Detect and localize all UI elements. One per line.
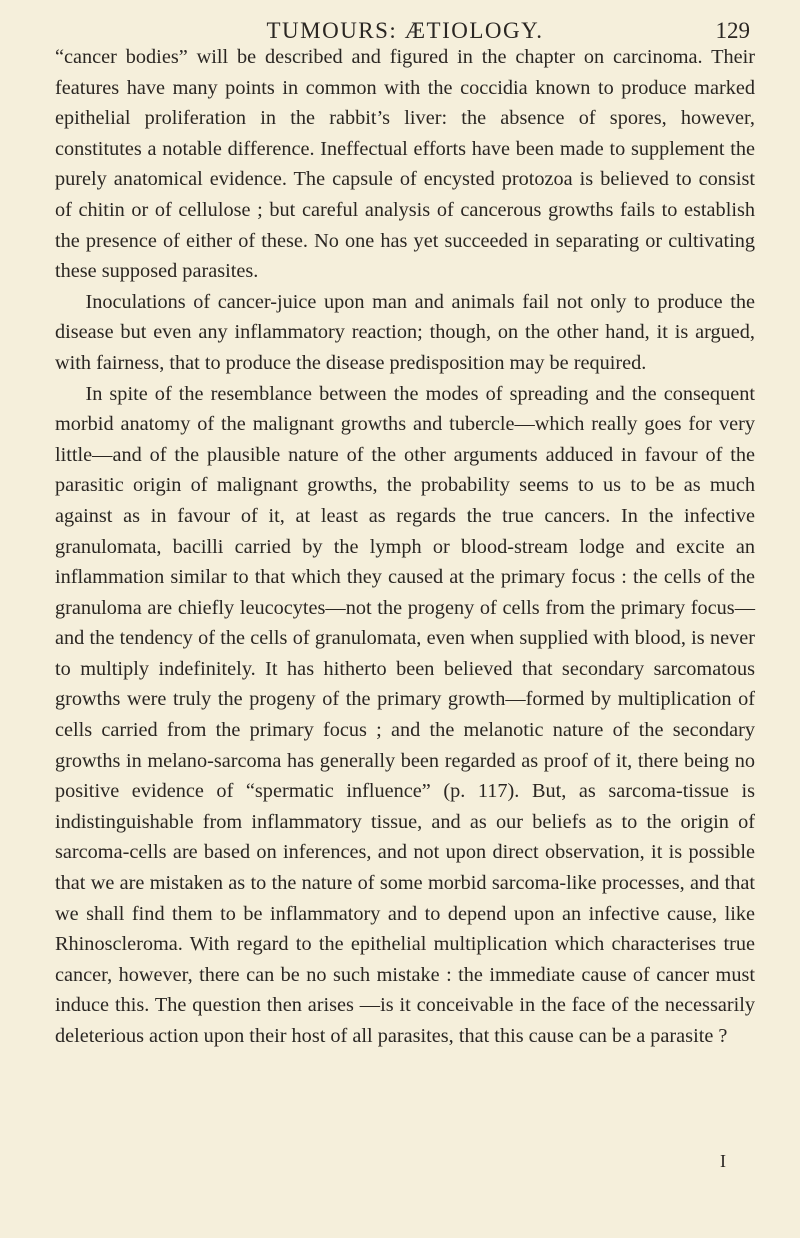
paragraph-resemblance: In spite of the resemblance between the modes of spreading and the consequent morbid anatomy of the malignant growths and tubercle—which really goes for very little—and of the plausible nature of the other arguments adduced in favour of the parasitic origin of malignant growths, the probability seems to us to be as much against as in favour of it, at least as regards the true cancers. In the infective granulomata, bacilli carried by the lymph or blood-stream lodge and excite an inflammation similar to that which they caused at the primary focus : the cells of the granuloma are chiefly leucocytes—not the progeny of cells from the primary focus—and the tendency of the cells of granulomata, even when supplied with blood, is never to multiply indefinitely. It has hitherto been believed that secondary sarcomatous growths were truly the progeny of the primary growth—formed by multiplication of cells carried from the primary focus ; and the melanotic nature of the secondary growths in melano-sarcoma has generally been regarded as proof of it, there being no positive evidence of “spermatic influence” (p. 117). But, as sarcoma-tissue is indistinguishable from inflammatory tissue, and as our beliefs as to the origin of sarcoma-cells are based on inferences, and not upon direct observation, it is possible that we are mistaken as to the nature of some morbid sarcoma-like processes, and that we shall find them to be inflammatory and to depend upon an infective cause, like Rhinoscleroma. With regard to the epithelial multiplication which characterises true cancer, however, there can be no such mistake : the immediate cause of cancer must induce this. The question then arises —is it conceivable in the face of the necessarily deleterious action upon their host of all parasites, that this cause can be a parasite ?: [55, 382, 755, 1047]
body-text: [55, 42, 755, 1052]
page-number: 129: [715, 18, 750, 43]
paragraph-inoculations: Inoculations of cancer-juice upon man and animals fail not only to produce the disease but even any inflammatory reaction; though, on the other hand, it is argued, with fairness, that to produce the disease predisposition may be required.: [55, 290, 755, 374]
signature-mark: I: [720, 1151, 726, 1171]
paragraph-continued: “cancer bodies” will be described and figured in the chapter on carcinoma. Their features have many points in common with the coccidia known to produce marked epithelial proliferation in the rabbit’s liver: the absence of spores, however, constitutes a notable difference. Ineffectual efforts have been made to supplement the purely anatomical evidence. The capsule of encysted protozoa is believed to consist of chitin or of cellulose ; but careful analysis of cancerous growths fails to establish the presence of either of these. No one has yet succeeded in separating or cultivating these supposed parasites.: [55, 46, 755, 283]
running-title: TUMOURS: ÆTIOLOGY.: [266, 18, 544, 43]
